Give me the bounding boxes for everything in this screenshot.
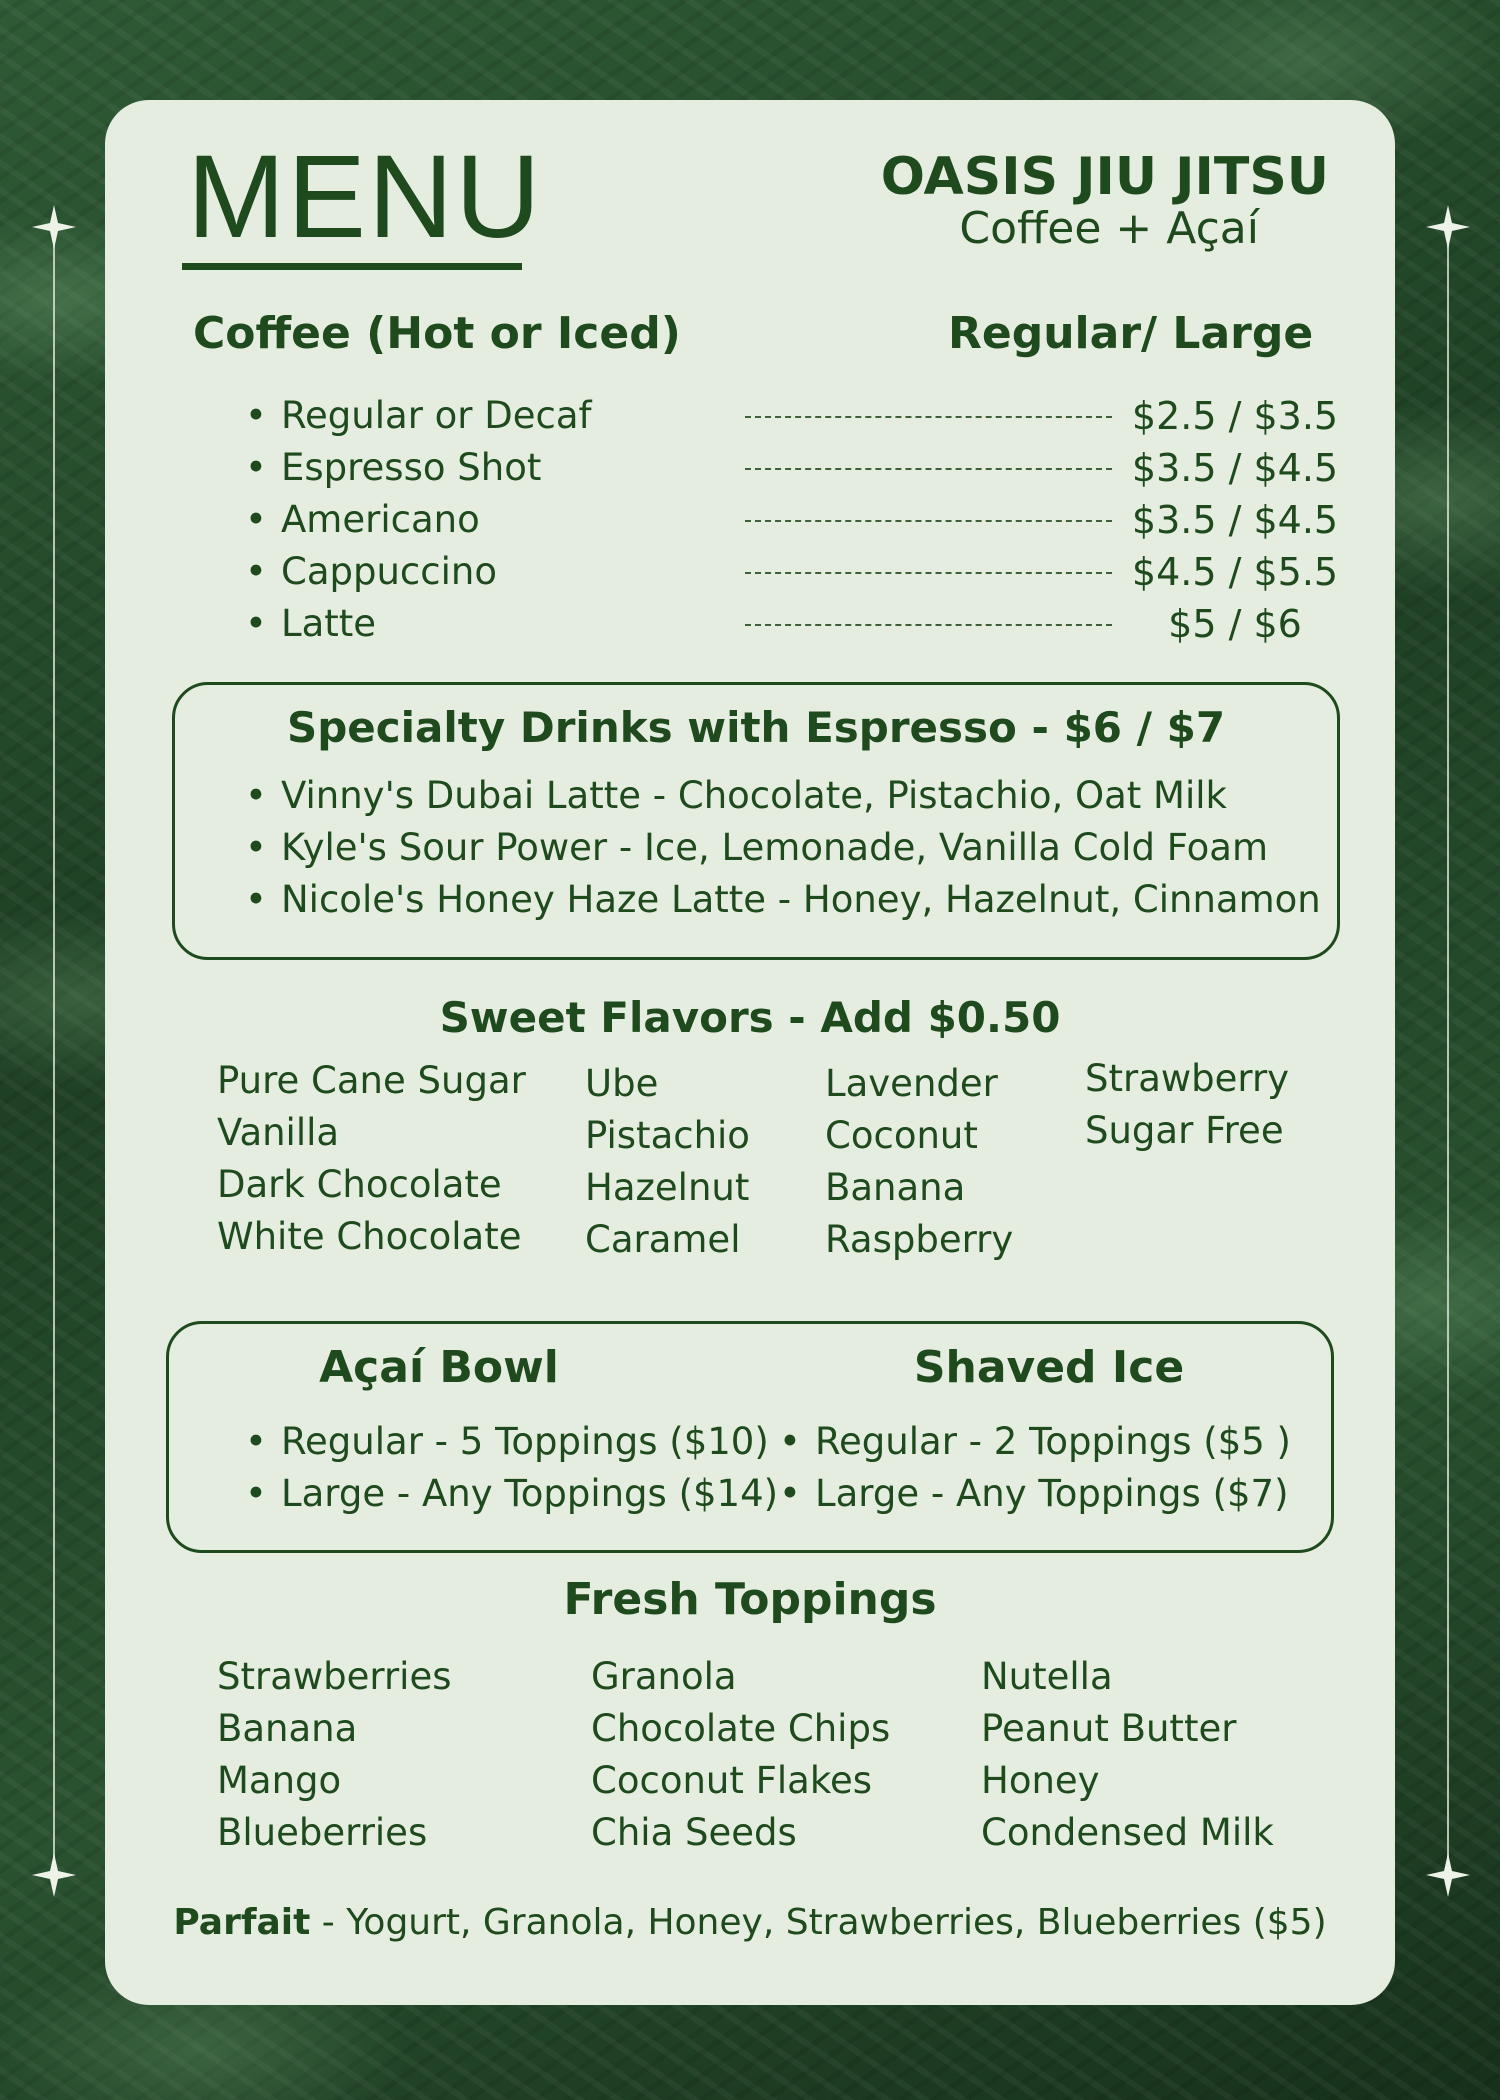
brand-subtitle: Coffee + Açaí bbox=[959, 202, 1259, 254]
flavor-item: Dark Chocolate bbox=[217, 1163, 502, 1206]
list-item: • Large - Any Toppings ($7) bbox=[779, 1472, 1289, 1515]
list-item: • Regular - 5 Toppings ($10) bbox=[245, 1420, 769, 1463]
item-price: $3.5 / $4.5 bbox=[1131, 498, 1339, 542]
specialty-item-text: Vinny's Dubai Latte - Chocolate, Pistachio, Oat Milk bbox=[281, 774, 1227, 817]
list-item: • Nicole's Honey Haze Latte - Honey, Hazelnut, Cinnamon bbox=[245, 878, 1321, 921]
toppings-column-2 bbox=[591, 1651, 890, 1859]
item-price: $3.5 / $4.5 bbox=[1131, 446, 1339, 490]
frame-line-left bbox=[53, 230, 55, 1870]
list-item: • Cappuccino $4.5 / $5.5 bbox=[245, 546, 1395, 598]
frame-line-right bbox=[1447, 230, 1449, 1870]
list-item: • Americano $3.5 / $4.5 bbox=[245, 494, 1395, 546]
list-item: • Kyle's Sour Power - Ice, Lemonade, Vanilla Cold Foam bbox=[245, 826, 1269, 869]
flavor-item: Vanilla bbox=[217, 1111, 340, 1154]
flavor-item: Pistachio bbox=[585, 1114, 750, 1157]
topping-item: Mango bbox=[217, 1759, 342, 1802]
flavors-title: Sweet Flavors - Add $0.50 bbox=[439, 993, 1061, 1042]
parfait-label: Parfait bbox=[173, 1902, 311, 1943]
item-name: Regular or Decaf bbox=[281, 394, 592, 437]
specialty-box bbox=[172, 682, 1340, 960]
acai-item-text: Regular - 5 Toppings ($10) bbox=[281, 1420, 769, 1463]
menu-title: MENU bbox=[187, 131, 543, 263]
shaved-ice-title: Shaved Ice bbox=[913, 1342, 1185, 1393]
acai-item-text: Large - Any Toppings ($14) bbox=[281, 1472, 779, 1515]
flavors-column-4 bbox=[1085, 1053, 1289, 1157]
parfait-line bbox=[105, 1897, 1395, 1949]
toppings-column-3 bbox=[981, 1651, 1274, 1859]
four-point-star-icon bbox=[1426, 1853, 1470, 1897]
flavor-item: Sugar Free bbox=[1085, 1109, 1284, 1152]
size-header: Regular/ Large bbox=[948, 308, 1314, 359]
acai-list bbox=[245, 1416, 778, 1520]
topping-item: Honey bbox=[981, 1759, 1100, 1802]
list-item: • Vinny's Dubai Latte - Chocolate, Pistachio, Oat Milk bbox=[245, 774, 1227, 817]
flavor-item: Caramel bbox=[585, 1218, 741, 1261]
flavor-item: Coconut bbox=[825, 1114, 978, 1157]
item-price: $5 / $6 bbox=[1168, 602, 1302, 646]
topping-item: Nutella bbox=[981, 1655, 1113, 1698]
leader-dots bbox=[745, 624, 1112, 626]
flavor-item: Raspberry bbox=[825, 1218, 1014, 1261]
list-item: • Espresso Shot $3.5 / $4.5 bbox=[245, 442, 1395, 494]
menu-title-underline bbox=[182, 263, 522, 270]
leader-dots bbox=[745, 520, 1112, 522]
brand-name: OASIS JIU JITSU bbox=[880, 147, 1329, 207]
item-name: Americano bbox=[281, 498, 480, 541]
list-item: • Regular - 2 Toppings ($5 ) bbox=[779, 1420, 1291, 1463]
four-point-star-icon bbox=[32, 205, 76, 249]
shaved-ice-item-text: Regular - 2 Toppings ($5 ) bbox=[815, 1420, 1291, 1463]
four-point-star-icon bbox=[32, 1853, 76, 1897]
topping-item: Chocolate Chips bbox=[591, 1707, 891, 1750]
item-name: Cappuccino bbox=[281, 550, 497, 593]
toppings-title: Fresh Toppings bbox=[563, 1574, 937, 1625]
four-point-star-icon bbox=[1426, 205, 1470, 249]
coffee-list bbox=[245, 390, 1395, 650]
topping-item: Coconut Flakes bbox=[591, 1759, 873, 1802]
list-item: • Regular or Decaf $2.5 / $3.5 bbox=[245, 390, 1395, 442]
specialty-list bbox=[245, 770, 1321, 926]
leader-dots bbox=[745, 468, 1112, 470]
toppings-column-1 bbox=[217, 1651, 451, 1859]
item-price: $4.5 / $5.5 bbox=[1131, 550, 1339, 594]
menu-card bbox=[105, 100, 1395, 2005]
topping-item: Condensed Milk bbox=[981, 1811, 1274, 1854]
flavors-column-1 bbox=[217, 1055, 526, 1263]
list-item: • Latte $5 / $6 bbox=[245, 598, 1395, 650]
leader-dots bbox=[745, 572, 1112, 574]
topping-item: Blueberries bbox=[217, 1811, 428, 1854]
item-price: $2.5 / $3.5 bbox=[1131, 394, 1339, 438]
leader-dots bbox=[745, 416, 1112, 418]
item-name: Latte bbox=[281, 602, 377, 645]
shaved-ice-list bbox=[779, 1416, 1291, 1520]
brand-block bbox=[729, 147, 1329, 254]
acai-title: Açaí Bowl bbox=[319, 1342, 559, 1393]
specialty-item-text: Kyle's Sour Power - Ice, Lemonade, Vanilla Cold Foam bbox=[281, 826, 1269, 869]
bowls-box bbox=[166, 1321, 1334, 1553]
topping-item: Strawberries bbox=[217, 1655, 452, 1698]
shaved-ice-item-text: Large - Any Toppings ($7) bbox=[815, 1472, 1289, 1515]
topping-item: Chia Seeds bbox=[591, 1811, 797, 1854]
specialty-title: Specialty Drinks with Espresso - $6 / $7 bbox=[286, 703, 1226, 752]
flavor-item: Banana bbox=[825, 1166, 966, 1209]
item-name: Espresso Shot bbox=[281, 446, 542, 489]
topping-item: Banana bbox=[217, 1707, 358, 1750]
coffee-title: Coffee (Hot or Iced) bbox=[193, 308, 681, 359]
flavor-item: Pure Cane Sugar bbox=[217, 1059, 526, 1102]
topping-item: Peanut Butter bbox=[981, 1707, 1237, 1750]
flavor-item: Strawberry bbox=[1085, 1057, 1290, 1100]
flavor-item: White Chocolate bbox=[217, 1215, 522, 1258]
list-item: • Large - Any Toppings ($14) bbox=[245, 1472, 779, 1515]
flavor-item: Hazelnut bbox=[585, 1166, 750, 1209]
flavors-column-3 bbox=[825, 1058, 1013, 1266]
specialty-item-text: Nicole's Honey Haze Latte - Honey, Hazelnut, Cinnamon bbox=[281, 878, 1321, 921]
flavor-item: Ube bbox=[585, 1062, 659, 1105]
flavors-column-2 bbox=[585, 1058, 750, 1266]
parfait-description: - Yogurt, Granola, Honey, Strawberries, Blueberries ($5) bbox=[310, 1902, 1327, 1943]
topping-item: Granola bbox=[591, 1655, 737, 1698]
flavor-item: Lavender bbox=[825, 1062, 998, 1105]
